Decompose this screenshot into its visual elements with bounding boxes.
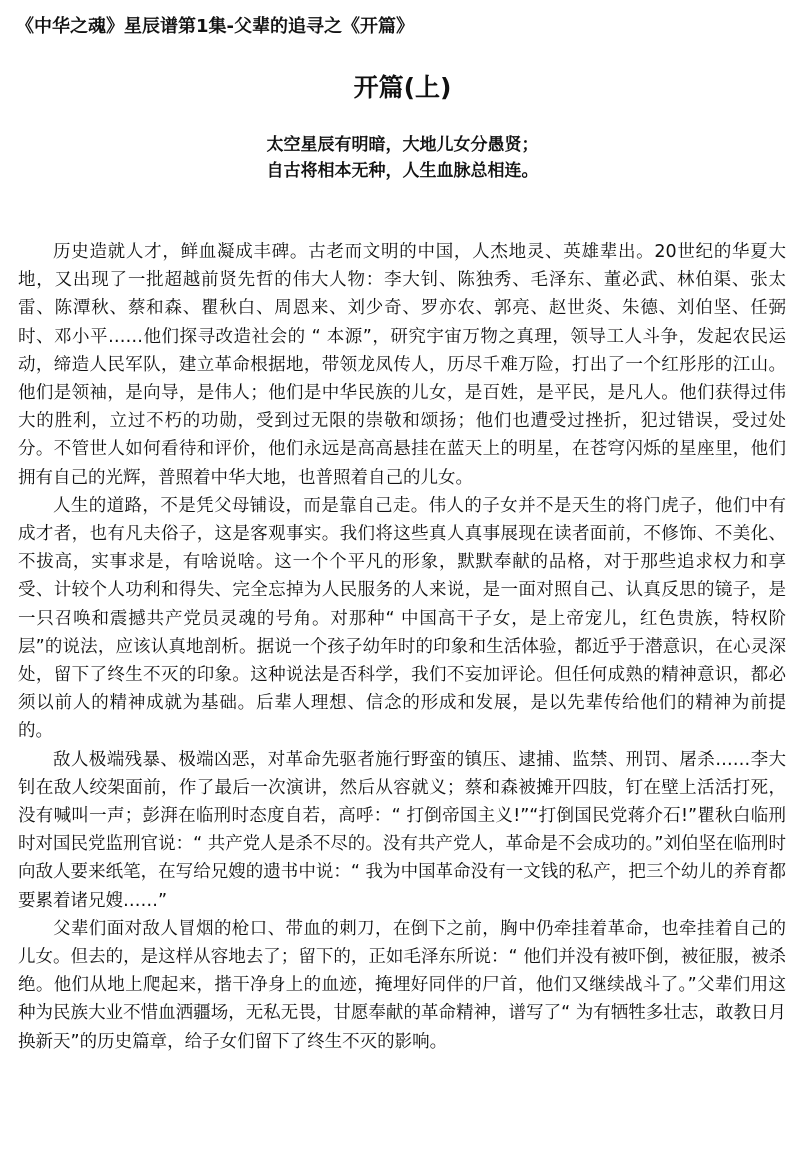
paragraph-1: 历史造就人才，鲜血凝成丰碑。古老而文明的中国，人杰地灵、英雄辈出。20世纪的华夏大地，又出现了一批超越前贤先哲的伟大人物：李大钊、陈独秀、毛泽东、董必武、林伯渠、张太雷、陈潭秋、蔡和森、瞿秋白、周恩来、刘少奇、罗亦农、郭亮、赵世炎、朱德、刘伯坚、任弼时、邓小平……他们探寻改造社会的 “ 本源”，研究宇宙万物之真理，领导工人斗争，发起农民运动，缔造人民军队，建立革命根据地，带领龙凤传人，历尽千难万险，打出了一个红彤彤的江山。他们是领袖，是向导，是伟人；他们是中华民族的儿女，是百姓，是平民，是凡人。他们获得过伟大的胜利，立过不朽的功勋，受到过无限的崇敬和颂扬；他们也遭受过挫折，犯过错误，受过处分。不管世人如何看待和评价，他们永远是高高悬挂在蓝天上的明星，在苍穹闪烁的星座里，他们拥有自己的光辉，普照着中华大地，也普照着自己的儿女。: [18, 242, 786, 488]
body-text: [18, 238, 786, 1056]
poem-line-2: 自古将相本无种，人生血脉总相连。: [266, 161, 539, 181]
paragraph-3: 敌人极端残暴、极端凶恶，对革命先驱者施行野蛮的镇压、逮捕、监禁、刑罚、屠杀……李大钊在敌人绞架面前，作了最后一次演讲，然后从容就义；蔡和森被摊开四肢，钉在壁上活活打死，没有喊叫一声；彭湃在临刑时态度自若，高呼：“ 打倒帝国主义!”“打倒国民党蒋介石!”瞿秋白临刑时对国民党监刑官说：“ 共产党人是杀不尽的。没有共产党人，革命是不会成功的。”刘伯坚在临刑时向敌人要来纸笔，在写给兄嫂的遗书中说：“ 我为中国革命没有一文钱的私产，把三个幼儿的养育都要累着诸兄嫂……”: [18, 749, 786, 911]
opening-poem: [0, 132, 805, 184]
paragraph-2: 人生的道路，不是凭父母铺设，而是靠自己走。伟人的子女并不是天生的将门虎子，他们中有成才者，也有凡夫俗子，这是客观事实。我们将这些真人真事展现在读者面前，不修饰、不美化、不拔高，实事求是，有啥说啥。这一个个平凡的形象，默默奉献的品格，对于那些追求权力和享受、计较个人功利和得失、完全忘掉为人民服务的人来说，是一面对照自己、认真反思的镜子，是一只召唤和震撼共产党员灵魂的号角。对那种“ 中国高干子女，是上帝宠儿，红色贵族，特权阶层”的说法，应该认真地剖析。据说一个孩子幼年时的印象和生活体验，都近乎于潜意识，在心灵深处，留下了终生不灭的印象。这种说法是否科学，我们不妄加评论。但任何成熟的精神意识，都必须以前人的精神成就为基础。后辈人理想、信念的形成和发展，是以先辈传给他们的精神为前提的。: [18, 495, 786, 742]
poem-line-1: 太空星辰有明暗，大地儿女分愚贤；: [266, 135, 539, 155]
paragraph-4: 父辈们面对敌人冒烟的枪口、带血的刺刀，在倒下之前，胸中仍牵挂着革命，也牵挂着自己的儿女。但去的，是这样从容地去了；留下的，正如毛泽东所说：“ 他们并没有被吓倒，被征服，被杀绝。他们从地上爬起来，揩干净身上的血迹，掩埋好同伴的尸首，他们又继续战斗了。”父辈们用这种为民族大业不惜血洒疆场，无私无畏，甘愿奉献的革命精神，谱写了“ 为有牺牲多壮志，敢教日月换新天”的历史篇章，给子女们留下了终生不灭的影响。: [18, 918, 786, 1052]
chapter-title: 开篇(上): [353, 73, 452, 102]
document-header: 《中华之魂》星辰谱第1集-父辈的追寻之《开篇》: [16, 16, 414, 37]
